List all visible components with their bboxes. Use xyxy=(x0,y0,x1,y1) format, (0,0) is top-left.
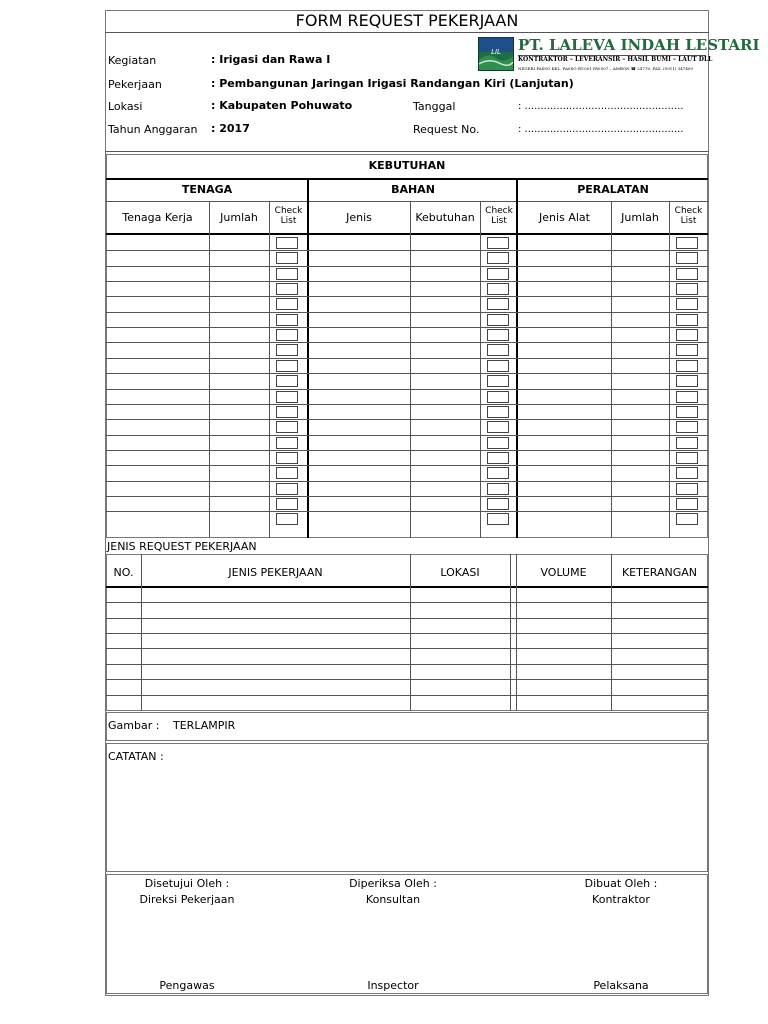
check-list-word: Check xyxy=(274,206,303,216)
check-list-checkbox[interactable] xyxy=(276,437,298,449)
divider xyxy=(209,201,210,538)
col-kebutuhan: Kebutuhan xyxy=(415,211,475,224)
check-list-checkbox[interactable] xyxy=(276,406,298,418)
check-list-checkbox[interactable] xyxy=(487,329,509,341)
divider xyxy=(269,201,270,538)
check-list-checkbox[interactable] xyxy=(276,467,298,479)
check-list-checkbox[interactable] xyxy=(276,375,298,387)
check-list-checkbox[interactable] xyxy=(676,391,698,403)
kegiatan-label: Kegiatan xyxy=(108,54,157,67)
gambar-value: TERLAMPIR xyxy=(173,719,236,732)
check-list-checkbox[interactable] xyxy=(276,268,298,280)
signature-org: Direksi Pekerjaan xyxy=(139,893,235,906)
table-row-line xyxy=(106,679,708,680)
table-row-line xyxy=(106,312,708,313)
table-row-line xyxy=(106,618,708,619)
divider xyxy=(106,178,708,180)
check-list-checkbox[interactable] xyxy=(487,314,509,326)
tanggal-field[interactable]: : .................................................. xyxy=(518,101,684,112)
divider xyxy=(480,201,481,538)
table-row-line xyxy=(106,358,708,359)
col-lokasi: LOKASI xyxy=(440,566,480,579)
check-list-checkbox[interactable] xyxy=(676,406,698,418)
check-list-checkbox[interactable] xyxy=(487,375,509,387)
group-tenaga: TENAGA xyxy=(181,183,233,196)
table-row-line xyxy=(106,695,708,696)
check-list-checkbox[interactable] xyxy=(276,283,298,295)
divider xyxy=(669,201,670,538)
table-row-line xyxy=(106,450,708,451)
gambar-label: Gambar : xyxy=(108,719,160,732)
check-list-checkbox[interactable] xyxy=(487,391,509,403)
check-list-checkbox[interactable] xyxy=(487,268,509,280)
check-list-checkbox[interactable] xyxy=(276,498,298,510)
table-row-line xyxy=(106,481,708,482)
check-list-word: List xyxy=(680,216,697,226)
col-jumlah: Jumlah xyxy=(621,211,659,224)
check-list-word: Check xyxy=(674,206,703,216)
col-keterangan: KETERANGAN xyxy=(621,566,698,579)
check-list-checkbox[interactable] xyxy=(276,513,298,525)
company-address: NEGERI PASSO KEL. PASSO RT.001 RW.007 – AMBON ☎ 24776, FAX. (0911) 347409 xyxy=(518,66,693,71)
signature-person: Inspector xyxy=(367,979,419,992)
check-list-checkbox[interactable] xyxy=(487,360,509,372)
check-list-checkbox[interactable] xyxy=(676,498,698,510)
signature-person: Pelaksana xyxy=(593,979,649,992)
check-list-checkbox[interactable] xyxy=(676,483,698,495)
check-list-checkbox[interactable] xyxy=(487,421,509,433)
table-row-line xyxy=(106,342,708,343)
lokasi-label: Lokasi xyxy=(108,100,143,113)
divider xyxy=(106,201,708,202)
check-list-checkbox[interactable] xyxy=(276,360,298,372)
pekerjaan-value: : Pembangunan Jaringan Irigasi Randangan Kiri (Lanjutan) xyxy=(211,77,574,90)
table-row-line xyxy=(106,327,708,328)
check-list-checkbox[interactable] xyxy=(487,237,509,249)
col-tenaga-kerja: Tenaga Kerja xyxy=(122,211,193,224)
signature-role: Diperiksa Oleh : xyxy=(349,877,437,890)
check-list-checkbox[interactable] xyxy=(276,391,298,403)
signature-area xyxy=(106,874,708,994)
check-list-word: Check xyxy=(485,206,513,216)
group-bahan: BAHAN xyxy=(391,183,435,196)
check-list-checkbox[interactable] xyxy=(676,329,698,341)
check-list-checkbox[interactable] xyxy=(676,252,698,264)
check-list-checkbox[interactable] xyxy=(676,437,698,449)
check-list-checkbox[interactable] xyxy=(276,237,298,249)
divider xyxy=(611,201,612,538)
check-list-checkbox[interactable] xyxy=(487,513,509,525)
form-title: FORM REQUEST PEKERJAAN xyxy=(295,11,519,30)
group-peralatan: PERALATAN xyxy=(577,183,649,196)
check-list-checkbox[interactable] xyxy=(487,283,509,295)
signature-role: Dibuat Oleh : xyxy=(584,877,658,890)
col-jumlah: Jumlah xyxy=(220,211,258,224)
kebutuhan-title: KEBUTUHAN xyxy=(368,159,446,172)
check-list-checkbox[interactable] xyxy=(676,513,698,525)
col-jenis-pekerjaan: JENIS PEKERJAAN xyxy=(228,566,323,579)
company-tagline: KONTRAKTOR – LEVERANSIR – HASIL BUMI – LAUT DLL xyxy=(518,56,713,63)
table-row-line xyxy=(106,465,708,466)
tanggal-label: Tanggal xyxy=(413,100,456,113)
check-list-checkbox[interactable] xyxy=(276,329,298,341)
check-list-checkbox[interactable] xyxy=(676,344,698,356)
check-list-checkbox[interactable] xyxy=(676,452,698,464)
check-list-checkbox[interactable] xyxy=(676,360,698,372)
check-list-checkbox[interactable] xyxy=(676,268,698,280)
table-row-line xyxy=(106,419,708,420)
table-row-line xyxy=(106,281,708,282)
request-no-field[interactable]: : .................................................. xyxy=(518,124,684,135)
table-row-line xyxy=(106,266,708,267)
divider xyxy=(106,586,708,588)
table-row-line xyxy=(106,404,708,405)
check-list-checkbox[interactable] xyxy=(487,452,509,464)
signature-person: Pengawas xyxy=(159,979,215,992)
check-list-checkbox[interactable] xyxy=(276,421,298,433)
table-row-line xyxy=(106,664,708,665)
check-list-checkbox[interactable] xyxy=(487,252,509,264)
table-row-line xyxy=(106,511,708,512)
company-logo xyxy=(478,37,514,71)
col-check-list xyxy=(669,206,708,226)
divider xyxy=(410,201,411,538)
check-list-checkbox[interactable] xyxy=(487,298,509,310)
signature-org: Kontraktor xyxy=(592,893,650,906)
check-list-checkbox[interactable] xyxy=(487,406,509,418)
check-list-checkbox[interactable] xyxy=(676,467,698,479)
check-list-checkbox[interactable] xyxy=(676,375,698,387)
check-list-checkbox[interactable] xyxy=(276,452,298,464)
check-list-word: List xyxy=(280,216,297,226)
check-list-checkbox[interactable] xyxy=(276,252,298,264)
table-row-line xyxy=(106,602,708,603)
check-list-checkbox[interactable] xyxy=(276,298,298,310)
pekerjaan-label: Pekerjaan xyxy=(108,78,162,91)
table-row-line xyxy=(106,633,708,634)
lokasi-value: : Kabupaten Pohuwato xyxy=(211,99,353,112)
request-no-label: Request No. xyxy=(413,123,480,136)
col-jenis-alat: Jenis Alat xyxy=(539,211,590,224)
company-name: PT. LALEVA INDAH LESTARI xyxy=(518,36,760,54)
signature-role: Disetujui Oleh : xyxy=(144,877,230,890)
check-list-checkbox[interactable] xyxy=(676,237,698,249)
check-list-checkbox[interactable] xyxy=(676,421,698,433)
check-list-checkbox[interactable] xyxy=(276,483,298,495)
table-row-line xyxy=(106,648,708,649)
check-list-checkbox[interactable] xyxy=(487,498,509,510)
check-list-checkbox[interactable] xyxy=(276,344,298,356)
catatan-box[interactable] xyxy=(106,743,708,872)
table-row-line xyxy=(106,496,708,497)
col-no: NO. xyxy=(113,566,134,579)
kegiatan-value: : Irigasi dan Rawa I xyxy=(211,53,331,66)
col-volume: VOLUME xyxy=(540,566,587,579)
catatan-label: CATATAN : xyxy=(108,750,164,763)
check-list-checkbox[interactable] xyxy=(487,467,509,479)
col-check-list xyxy=(269,206,308,226)
check-list-checkbox[interactable] xyxy=(487,344,509,356)
check-list-checkbox[interactable] xyxy=(676,314,698,326)
table-row-line xyxy=(106,373,708,374)
logo-text: LIL xyxy=(491,48,501,56)
table-row-line xyxy=(106,296,708,297)
col-check-list xyxy=(480,206,518,226)
tahun-anggaran-label: Tahun Anggaran xyxy=(108,123,198,136)
divider xyxy=(106,233,708,235)
jenis-request-label: JENIS REQUEST PEKERJAAN xyxy=(107,540,257,553)
table-row-line xyxy=(106,435,708,436)
divider xyxy=(105,32,709,33)
col-jenis: Jenis xyxy=(346,211,372,224)
check-list-checkbox[interactable] xyxy=(676,283,698,295)
tahun-anggaran-value: : 2017 xyxy=(211,122,250,135)
check-list-checkbox[interactable] xyxy=(676,298,698,310)
check-list-checkbox[interactable] xyxy=(276,314,298,326)
check-list-checkbox[interactable] xyxy=(487,437,509,449)
table-row-line xyxy=(106,250,708,251)
divider xyxy=(105,151,709,152)
signature-org: Konsultan xyxy=(365,893,421,906)
table-row-line xyxy=(106,389,708,390)
check-list-checkbox[interactable] xyxy=(487,483,509,495)
check-list-word: List xyxy=(491,216,507,226)
